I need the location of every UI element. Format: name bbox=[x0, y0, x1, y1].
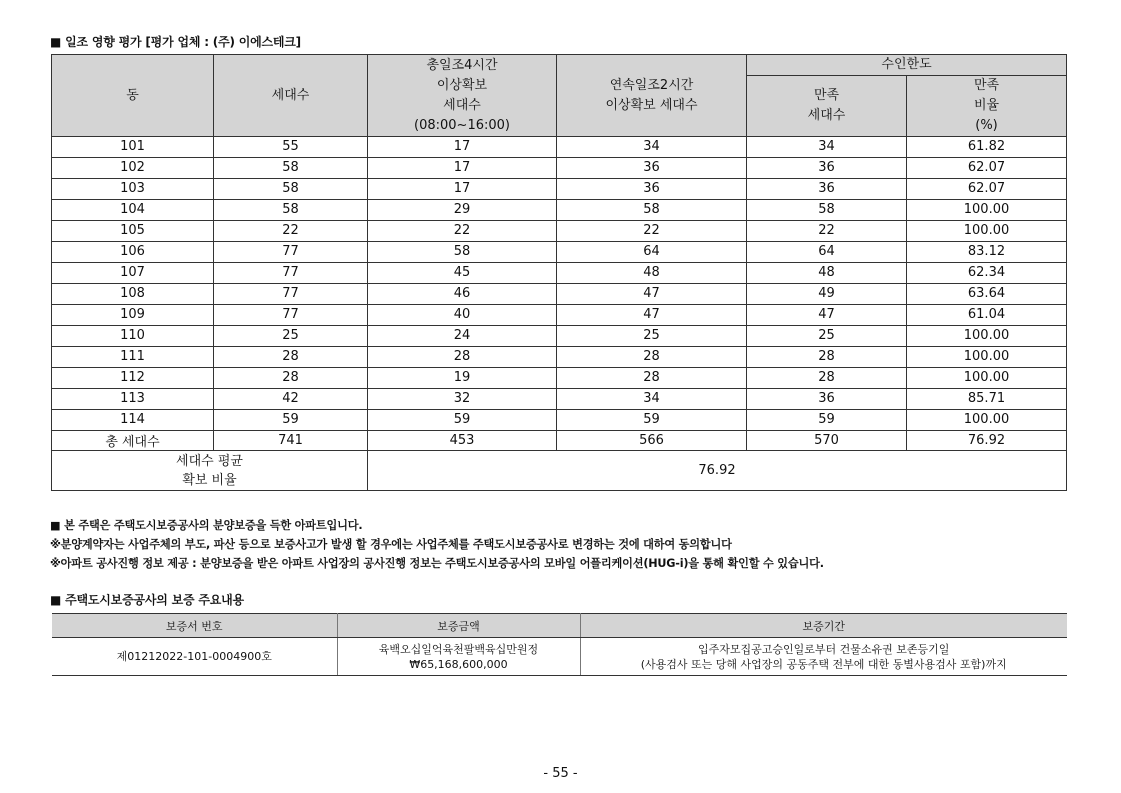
table-row bbox=[52, 221, 1067, 242]
total-four-hour: 453 bbox=[368, 431, 557, 451]
guarantee-table bbox=[52, 613, 1067, 676]
four-hour-cell: 28 bbox=[368, 347, 557, 368]
header-satisfied-ratio: 만족 비율 (%) bbox=[907, 76, 1067, 137]
satisfied-cell: 36 bbox=[747, 389, 907, 410]
note-line-1: ■ 본 주택은 주택도시보증공사의 분양보증을 득한 아파트입니다. bbox=[50, 519, 363, 532]
households-cell: 77 bbox=[214, 305, 368, 326]
sunlight-table bbox=[51, 54, 1067, 491]
households-cell: 55 bbox=[214, 137, 368, 158]
two-hour-cell: 47 bbox=[557, 284, 747, 305]
ratio-cell: 62.34 bbox=[907, 263, 1067, 284]
ratio-cell: 61.82 bbox=[907, 137, 1067, 158]
table-row bbox=[52, 347, 1067, 368]
satisfied-cell: 22 bbox=[747, 221, 907, 242]
four-hour-cell: 32 bbox=[368, 389, 557, 410]
guarantee-header-period: 보증기간 bbox=[580, 614, 1067, 638]
two-hour-cell: 59 bbox=[557, 410, 747, 431]
guarantee-header-certificate: 보증서 번호 bbox=[52, 614, 337, 638]
dong-cell: 102 bbox=[52, 158, 214, 179]
four-hour-cell: 58 bbox=[368, 242, 557, 263]
four-hour-cell: 17 bbox=[368, 158, 557, 179]
households-cell: 58 bbox=[214, 158, 368, 179]
four-hour-cell: 24 bbox=[368, 326, 557, 347]
table-row bbox=[52, 200, 1067, 221]
ratio-cell: 100.00 bbox=[907, 326, 1067, 347]
two-hour-cell: 47 bbox=[557, 305, 747, 326]
ratio-cell: 62.07 bbox=[907, 158, 1067, 179]
guarantee-row bbox=[52, 638, 1067, 676]
table-row bbox=[52, 158, 1067, 179]
two-hour-cell: 34 bbox=[557, 389, 747, 410]
table-row bbox=[52, 284, 1067, 305]
total-households: 741 bbox=[214, 431, 368, 451]
satisfied-cell: 36 bbox=[747, 179, 907, 200]
guarantee-amount: 육백오십일억육천팔백육십만원정 ₩65,168,600,000 bbox=[337, 638, 580, 676]
header-dong: 동 bbox=[52, 55, 214, 137]
four-hour-cell: 46 bbox=[368, 284, 557, 305]
note-line-2: ※분양계약자는 사업주체의 부도, 파산 등으로 보증사고가 발생 할 경우에는 사업주체를 주택도시보증공사로 변경하는 것에 대하여 동의합니다 bbox=[50, 538, 732, 551]
satisfied-cell: 64 bbox=[747, 242, 907, 263]
households-cell: 77 bbox=[214, 263, 368, 284]
note-line-3: ※아파트 공사진행 정보 제공 : 분양보증을 받은 아파트 사업장의 공사진행 정보는 주택도시보증공사의 모바일 어플리케이션(HUG-i)을 통해 확인할 수 있습니다. bbox=[50, 557, 824, 570]
table-row bbox=[52, 263, 1067, 284]
table-row bbox=[52, 410, 1067, 431]
ratio-cell: 100.00 bbox=[907, 368, 1067, 389]
total-row bbox=[52, 431, 1067, 451]
table-row bbox=[52, 389, 1067, 410]
average-value: 76.92 bbox=[368, 451, 1067, 491]
satisfied-cell: 34 bbox=[747, 137, 907, 158]
page-number: - 55 - bbox=[543, 766, 578, 781]
satisfied-cell: 47 bbox=[747, 305, 907, 326]
two-hour-cell: 25 bbox=[557, 326, 747, 347]
two-hour-cell: 28 bbox=[557, 347, 747, 368]
guarantee-notes bbox=[50, 516, 824, 573]
ratio-cell: 61.04 bbox=[907, 305, 1067, 326]
satisfied-cell: 28 bbox=[747, 347, 907, 368]
households-cell: 28 bbox=[214, 347, 368, 368]
satisfied-cell: 49 bbox=[747, 284, 907, 305]
table-row bbox=[52, 326, 1067, 347]
guarantee-period: 입주자모집공고승인일로부터 건물소유권 보존등기일 (사용검사 또는 당해 사업장의 공동주택 전부에 대한 동별사용검사 포함)까지 bbox=[580, 638, 1067, 676]
header-limit-group: 수인한도 bbox=[747, 55, 1067, 76]
satisfied-cell: 58 bbox=[747, 200, 907, 221]
four-hour-cell: 17 bbox=[368, 179, 557, 200]
dong-cell: 113 bbox=[52, 389, 214, 410]
average-label: 세대수 평균 확보 비율 bbox=[52, 451, 368, 491]
dong-cell: 101 bbox=[52, 137, 214, 158]
header-households: 세대수 bbox=[214, 55, 368, 137]
total-ratio: 76.92 bbox=[907, 431, 1067, 451]
households-cell: 25 bbox=[214, 326, 368, 347]
households-cell: 58 bbox=[214, 200, 368, 221]
two-hour-cell: 64 bbox=[557, 242, 747, 263]
four-hour-cell: 22 bbox=[368, 221, 557, 242]
dong-cell: 105 bbox=[52, 221, 214, 242]
certificate-number: 제01212022-101-0004900호 bbox=[52, 638, 337, 676]
dong-cell: 103 bbox=[52, 179, 214, 200]
dong-cell: 110 bbox=[52, 326, 214, 347]
households-cell: 77 bbox=[214, 284, 368, 305]
two-hour-cell: 28 bbox=[557, 368, 747, 389]
dong-cell: 104 bbox=[52, 200, 214, 221]
households-cell: 58 bbox=[214, 179, 368, 200]
table-row bbox=[52, 137, 1067, 158]
satisfied-cell: 36 bbox=[747, 158, 907, 179]
header-four-hour: 총일조4시간 이상확보 세대수 (08:00~16:00) bbox=[368, 55, 557, 137]
header-satisfied-households: 만족 세대수 bbox=[747, 76, 907, 137]
table-row bbox=[52, 368, 1067, 389]
satisfied-cell: 59 bbox=[747, 410, 907, 431]
total-satisfied: 570 bbox=[747, 431, 907, 451]
ratio-cell: 100.00 bbox=[907, 221, 1067, 242]
four-hour-cell: 29 bbox=[368, 200, 557, 221]
two-hour-cell: 58 bbox=[557, 200, 747, 221]
ratio-cell: 100.00 bbox=[907, 200, 1067, 221]
households-cell: 42 bbox=[214, 389, 368, 410]
ratio-cell: 62.07 bbox=[907, 179, 1067, 200]
four-hour-cell: 59 bbox=[368, 410, 557, 431]
guarantee-section-heading: ■ 주택도시보증공사의 보증 주요내용 bbox=[50, 593, 244, 607]
table-row bbox=[52, 305, 1067, 326]
table-row bbox=[52, 179, 1067, 200]
total-two-hour: 566 bbox=[557, 431, 747, 451]
households-cell: 22 bbox=[214, 221, 368, 242]
four-hour-cell: 40 bbox=[368, 305, 557, 326]
dong-cell: 108 bbox=[52, 284, 214, 305]
two-hour-cell: 36 bbox=[557, 158, 747, 179]
header-two-hour: 연속일조2시간 이상확보 세대수 bbox=[557, 55, 747, 137]
households-cell: 28 bbox=[214, 368, 368, 389]
ratio-cell: 100.00 bbox=[907, 347, 1067, 368]
ratio-cell: 85.71 bbox=[907, 389, 1067, 410]
satisfied-cell: 48 bbox=[747, 263, 907, 284]
sunlight-section-heading: ■ 일조 영향 평가 [평가 업체 : (주) 이에스테크] bbox=[50, 35, 301, 49]
dong-cell: 111 bbox=[52, 347, 214, 368]
four-hour-cell: 45 bbox=[368, 263, 557, 284]
ratio-cell: 63.64 bbox=[907, 284, 1067, 305]
guarantee-header-amount: 보증금액 bbox=[337, 614, 580, 638]
two-hour-cell: 22 bbox=[557, 221, 747, 242]
two-hour-cell: 34 bbox=[557, 137, 747, 158]
two-hour-cell: 48 bbox=[557, 263, 747, 284]
average-row bbox=[52, 451, 1067, 491]
ratio-cell: 83.12 bbox=[907, 242, 1067, 263]
dong-cell: 109 bbox=[52, 305, 214, 326]
dong-cell: 112 bbox=[52, 368, 214, 389]
households-cell: 77 bbox=[214, 242, 368, 263]
two-hour-cell: 36 bbox=[557, 179, 747, 200]
four-hour-cell: 19 bbox=[368, 368, 557, 389]
dong-cell: 107 bbox=[52, 263, 214, 284]
table-row bbox=[52, 242, 1067, 263]
dong-cell: 114 bbox=[52, 410, 214, 431]
dong-cell: 106 bbox=[52, 242, 214, 263]
total-label: 총 세대수 bbox=[52, 431, 214, 451]
households-cell: 59 bbox=[214, 410, 368, 431]
satisfied-cell: 28 bbox=[747, 368, 907, 389]
satisfied-cell: 25 bbox=[747, 326, 907, 347]
four-hour-cell: 17 bbox=[368, 137, 557, 158]
ratio-cell: 100.00 bbox=[907, 410, 1067, 431]
